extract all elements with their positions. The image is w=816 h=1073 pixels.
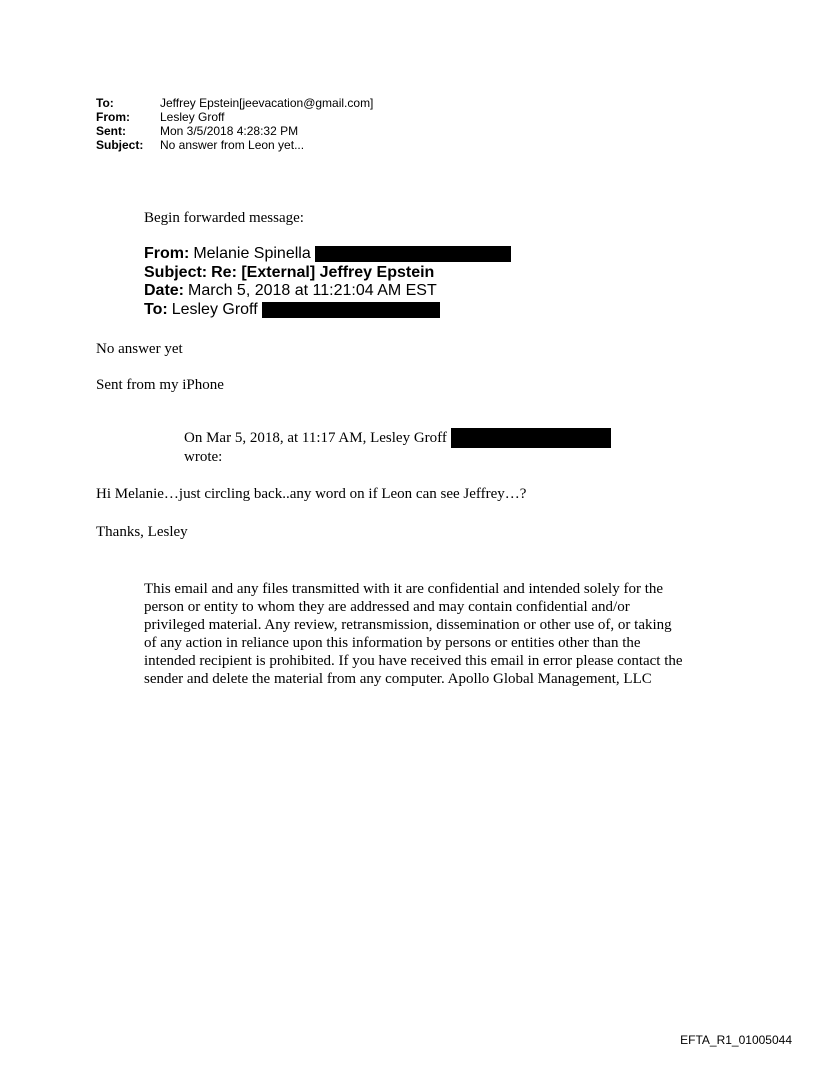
forwarded-header (144, 245, 511, 319)
from-value: Lesley Groff (160, 110, 225, 124)
document-id: EFTA_R1_01005044 (680, 1033, 792, 1047)
forwarded-to-row (144, 301, 511, 320)
quoted-signoff: Thanks, Lesley (96, 524, 188, 540)
body-line-2: Sent from my iPhone (96, 377, 224, 393)
forwarded-subject-label: Subject: (144, 263, 208, 281)
forwarded-to-value: Lesley Groff (171, 300, 258, 318)
header-subject-row (96, 138, 373, 152)
quoted-message: Hi Melanie…just circling back..any word on if Leon can see Jeffrey…? (96, 486, 527, 502)
forwarded-subject-value: Re: [External] Jeffrey Epstein (211, 263, 435, 281)
forwarded-subject-row (144, 264, 511, 283)
quoted-attribution (184, 428, 611, 466)
attribution-text: On Mar 5, 2018, at 11:17 AM, Lesley Groff (184, 430, 447, 446)
redaction-block (451, 428, 611, 448)
body-line-1: No answer yet (96, 341, 183, 357)
forwarded-intro: Begin forwarded message: (144, 210, 304, 226)
attribution-line-2: wrote: (184, 449, 223, 465)
forwarded-from-value: Melanie Spinella (193, 245, 311, 262)
header-to-row (96, 96, 373, 110)
subject-label: Subject: (96, 138, 144, 152)
email-header (96, 96, 373, 152)
forwarded-date-label: Date: (144, 282, 185, 299)
forwarded-to-label: To: (144, 300, 168, 318)
from-label: From: (96, 110, 130, 124)
redaction-block (315, 246, 511, 262)
header-from-row (96, 110, 373, 124)
header-sent-row (96, 124, 373, 138)
confidentiality-disclaimer: This email and any files transmitted with it are confidential and intended solely for the person or entity to whom they are addressed and may contain confidential and/or privileged material. Any review, retransmission, dissemination or other use of, or taking of any action in reliance upon this information by persons or entities other than the intended recipient is prohibited. If you have received this email in error please contact the sender and delete the material from any computer. Apollo Global Management, LLC (144, 581, 683, 687)
forwarded-from-label: From: (144, 245, 190, 262)
redaction-block (262, 302, 440, 318)
subject-value: No answer from Leon yet... (160, 138, 305, 152)
to-value: Jeffrey Epstein[jeevacation@gmail.com] (160, 96, 374, 110)
forwarded-from-row (144, 245, 511, 264)
sent-value: Mon 3/5/2018 4:28:32 PM (160, 124, 299, 138)
sent-label: Sent: (96, 124, 126, 138)
to-label: To: (96, 96, 114, 110)
forwarded-date-value: March 5, 2018 at 11:21:04 AM EST (188, 282, 437, 299)
attribution-line-1 (184, 428, 611, 448)
forwarded-date-row (144, 282, 511, 301)
